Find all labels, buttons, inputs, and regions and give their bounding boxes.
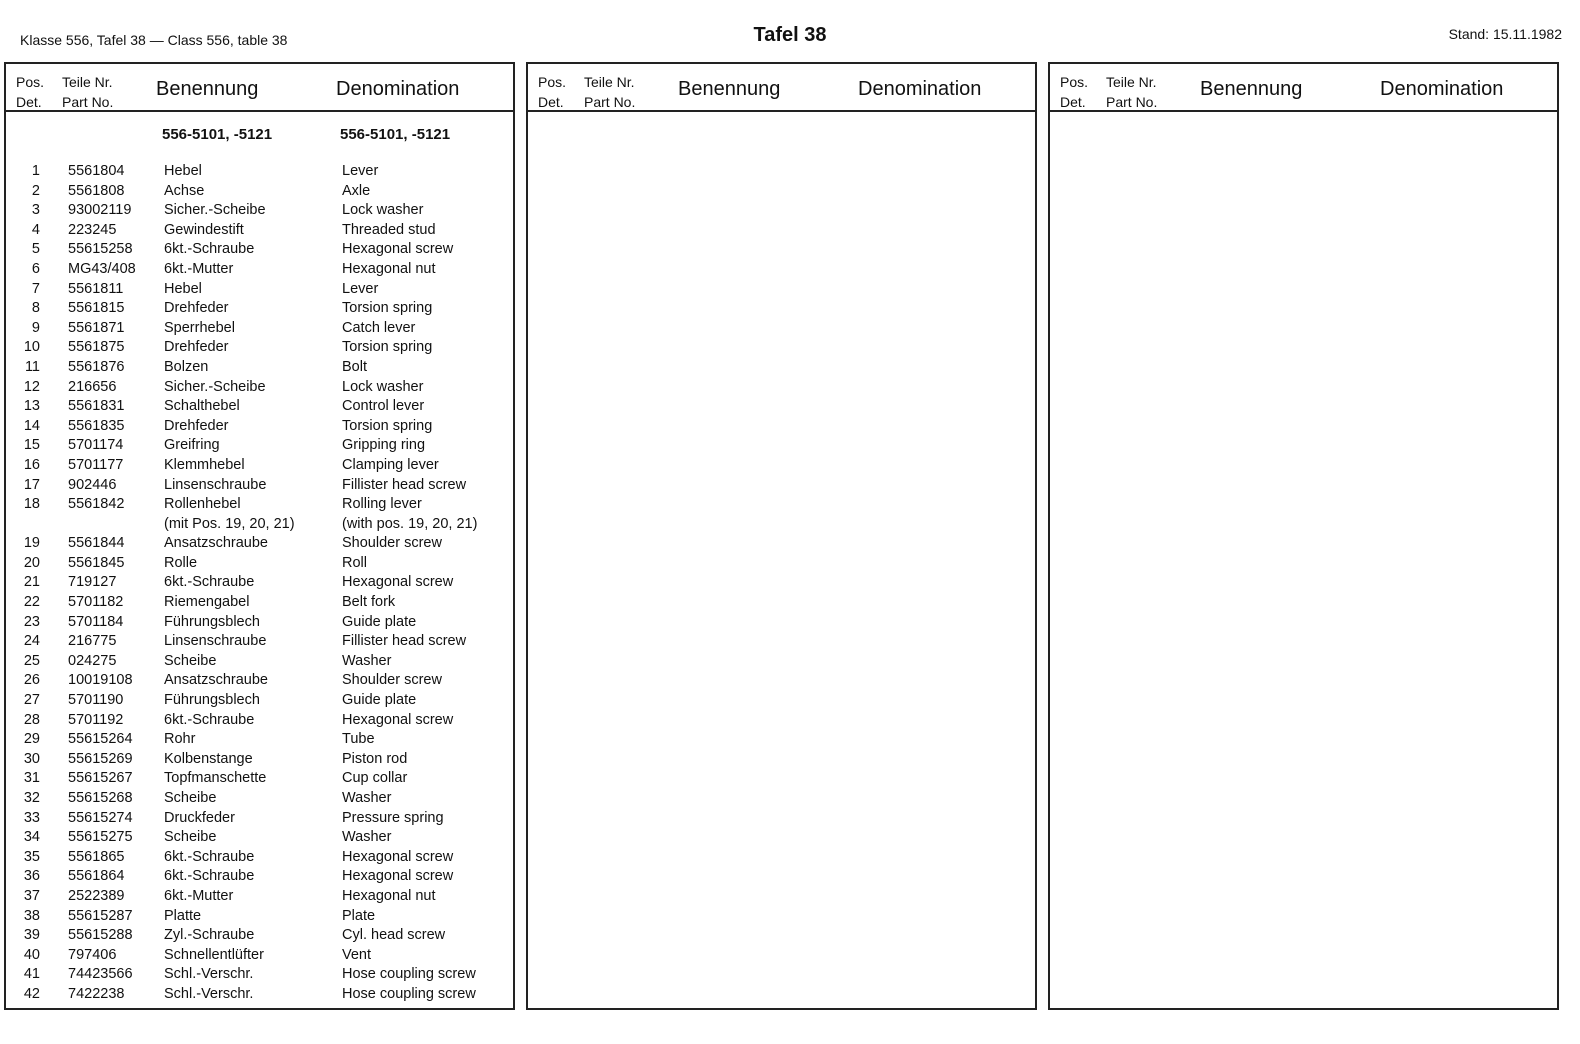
row-pos: 12 xyxy=(23,378,40,395)
row-denomination: Tube xyxy=(342,731,375,748)
row-benennung: (mit Pos. 19, 20, 21) xyxy=(164,515,295,532)
row-denomination: Fillister head screw xyxy=(342,633,467,650)
table-row xyxy=(6,436,513,456)
row-benennung: 6kt.-Schraube xyxy=(164,848,255,865)
row-pos: 39 xyxy=(23,927,40,944)
row-part-no: 74423566 xyxy=(68,966,133,983)
row-part-no: 5561875 xyxy=(68,339,125,356)
row-part-no: 797406 xyxy=(68,946,117,963)
row-part-no: 5701177 xyxy=(68,456,124,473)
row-benennung: Greifring xyxy=(164,437,220,454)
header-denomination: Denomination xyxy=(336,78,460,100)
row-part-no: 55615268 xyxy=(68,790,133,806)
row-benennung: Drehfeder xyxy=(164,417,229,434)
row-pos: 41 xyxy=(23,966,40,983)
row-benennung: Schalthebel xyxy=(164,398,240,415)
row-denomination: Torsion spring xyxy=(342,339,433,356)
row-benennung: 6kt.-Schraube xyxy=(164,241,255,258)
header-part-no: Teile Nr. Part No. xyxy=(1106,74,1158,110)
row-denomination: Torsion spring xyxy=(342,417,433,434)
row-denomination: Rolling lever xyxy=(342,496,422,513)
table-row xyxy=(6,750,513,770)
row-pos: 7 xyxy=(31,280,40,297)
row-benennung: Linsenschraube xyxy=(164,633,267,650)
row-denomination: Hose coupling screw xyxy=(342,966,476,983)
table-row xyxy=(6,162,513,182)
row-pos: 21 xyxy=(23,574,40,591)
row-denomination: Lever xyxy=(342,163,379,179)
row-part-no: 2522389 xyxy=(68,887,125,904)
table-row xyxy=(6,887,513,907)
row-pos: 25 xyxy=(23,652,40,669)
parts-list xyxy=(6,162,513,1005)
row-denomination: Hexagonal nut xyxy=(342,260,436,277)
row-denomination: Shoulder screw xyxy=(342,672,442,689)
table-row xyxy=(6,671,513,691)
table-header xyxy=(528,64,1035,112)
row-benennung: Führungsblech xyxy=(164,613,260,630)
row-pos: 38 xyxy=(23,907,40,924)
header-benennung: Benennung xyxy=(156,78,259,100)
row-pos: 40 xyxy=(23,946,40,963)
parts-table-panel-2 xyxy=(526,62,1037,1010)
row-denomination: Lever xyxy=(342,280,379,297)
row-pos: 37 xyxy=(23,887,40,904)
table-row xyxy=(6,456,513,476)
table-row xyxy=(6,652,513,672)
row-pos: 27 xyxy=(23,692,40,709)
row-pos: 17 xyxy=(23,476,40,493)
header-pos: Pos. Det. xyxy=(538,74,567,110)
row-part-no: 5561876 xyxy=(68,358,125,375)
table-row xyxy=(6,260,513,280)
row-denomination: Hexagonal screw xyxy=(342,868,454,885)
row-pos: 22 xyxy=(23,594,40,611)
row-pos: 11 xyxy=(24,358,40,375)
row-benennung: 6kt.-Schraube xyxy=(164,711,255,728)
row-denomination: Washer xyxy=(342,790,392,806)
row-part-no: 5561864 xyxy=(68,868,125,885)
row-denomination: Guide plate xyxy=(342,613,417,630)
row-benennung: Hebel xyxy=(164,280,202,297)
table-row xyxy=(6,711,513,731)
table-row xyxy=(6,769,513,789)
row-benennung: Bolzen xyxy=(164,358,209,375)
document-class-label: Klasse 556, Tafel 38 — Class 556, table 38 xyxy=(20,32,288,48)
row-benennung: Sperrhebel xyxy=(164,319,235,336)
row-part-no: 5561815 xyxy=(68,300,125,317)
table-row xyxy=(6,867,513,887)
row-pos: 36 xyxy=(23,868,40,885)
row-part-no: 55615264 xyxy=(68,731,133,748)
row-denomination: Lock washer xyxy=(342,202,424,219)
header-benennung: Benennung xyxy=(1200,78,1303,100)
row-part-no: 5701184 xyxy=(68,613,124,630)
header-pos: Pos. Det. xyxy=(1060,74,1089,110)
table-row xyxy=(6,515,513,535)
table-row xyxy=(6,828,513,848)
row-benennung: Schl.-Verschr. xyxy=(164,985,254,1002)
header-benennung: Benennung xyxy=(678,78,781,100)
row-benennung: Drehfeder xyxy=(164,300,229,317)
row-denomination: Plate xyxy=(342,907,376,924)
row-part-no: 55615269 xyxy=(68,750,133,767)
row-pos: 13 xyxy=(23,398,40,415)
row-part-no: MG43/408 xyxy=(68,260,136,277)
row-denomination: Hexagonal screw xyxy=(342,848,454,865)
row-pos: 33 xyxy=(23,809,40,826)
row-denomination: Control lever xyxy=(342,398,425,415)
revision-date: Stand: 15.11.1982 xyxy=(1448,26,1562,42)
row-part-no: 5561844 xyxy=(68,535,125,552)
row-pos: 42 xyxy=(23,985,40,1002)
row-benennung: Druckfeder xyxy=(164,809,235,826)
row-benennung: Rohr xyxy=(164,731,196,748)
row-part-no: 93002119 xyxy=(68,202,132,219)
table-row xyxy=(6,417,513,437)
row-pos: 24 xyxy=(23,633,40,650)
header-part-no: Teile Nr. Part No. xyxy=(62,74,114,110)
table-row xyxy=(6,789,513,809)
row-benennung: Ansatzschraube xyxy=(164,672,268,689)
header-pos: Pos. Det. xyxy=(16,74,45,110)
row-pos: 6 xyxy=(31,260,40,277)
row-benennung: Linsenschraube xyxy=(164,476,267,493)
row-benennung: Führungsblech xyxy=(164,692,260,709)
row-benennung: Hebel xyxy=(164,163,202,179)
table-row xyxy=(6,573,513,593)
row-denomination: Hose coupling screw xyxy=(342,985,476,1002)
table-row xyxy=(6,613,513,633)
row-benennung: Rollenhebel xyxy=(164,496,241,513)
row-benennung: Sicher.-Scheibe xyxy=(164,202,266,219)
row-denomination: Belt fork xyxy=(342,594,396,611)
row-benennung: Riemengabel xyxy=(164,594,250,611)
row-benennung: Schl.-Verschr. xyxy=(164,966,254,983)
table-row xyxy=(6,182,513,202)
row-denomination: Hexagonal nut xyxy=(342,887,436,904)
row-benennung: 6kt.-Schraube xyxy=(164,868,255,885)
row-benennung: Scheibe xyxy=(164,829,217,846)
row-denomination: Cup collar xyxy=(342,770,408,787)
row-denomination: Hexagonal screw xyxy=(342,574,454,591)
table-row xyxy=(6,299,513,319)
row-benennung: Ansatzschraube xyxy=(164,535,268,552)
row-denomination: Cyl. head screw xyxy=(342,927,446,944)
row-part-no: 5561845 xyxy=(68,554,125,571)
row-part-no: 55615274 xyxy=(68,809,133,826)
table-row xyxy=(6,201,513,221)
row-pos: 28 xyxy=(23,711,40,728)
row-benennung: 6kt.-Mutter xyxy=(164,887,234,904)
row-part-no: 5561842 xyxy=(68,496,125,513)
row-benennung: Rolle xyxy=(164,554,198,571)
row-part-no: 5561808 xyxy=(68,182,125,199)
row-pos: 10 xyxy=(23,339,40,356)
row-part-no: 5701174 xyxy=(68,437,124,454)
table-row xyxy=(6,280,513,300)
row-denomination: Hexagonal screw xyxy=(342,711,454,728)
row-denomination: Hexagonal screw xyxy=(342,241,454,258)
row-denomination: Pressure spring xyxy=(342,809,444,826)
row-denomination: Shoulder screw xyxy=(342,535,442,552)
row-part-no: 5701190 xyxy=(68,692,124,709)
row-pos: 3 xyxy=(31,202,40,219)
table-row xyxy=(6,848,513,868)
table-row xyxy=(6,476,513,496)
row-denomination: Washer xyxy=(342,829,392,846)
row-part-no: 024275 xyxy=(68,652,117,669)
row-benennung: Klemmhebel xyxy=(164,456,245,473)
row-benennung: Scheibe xyxy=(164,652,217,669)
table-row xyxy=(6,985,513,1005)
row-pos: 18 xyxy=(23,496,40,513)
row-pos: 8 xyxy=(31,300,40,317)
row-denomination: Roll xyxy=(342,554,367,571)
row-pos: 32 xyxy=(23,790,40,806)
row-denomination: Clamping lever xyxy=(342,456,439,473)
table-row xyxy=(6,946,513,966)
parts-table-panel-3 xyxy=(1048,62,1559,1010)
table-row xyxy=(6,907,513,927)
parts-table-panel-1 xyxy=(4,62,515,1010)
row-pos: 16 xyxy=(23,456,40,473)
row-benennung: Scheibe xyxy=(164,790,217,806)
table-row xyxy=(6,397,513,417)
row-pos: 4 xyxy=(31,221,40,238)
row-benennung: Kolbenstange xyxy=(164,750,253,767)
row-denomination: Guide plate xyxy=(342,692,417,709)
row-pos: 35 xyxy=(23,848,40,865)
row-denomination: Washer xyxy=(342,652,392,669)
row-part-no: 5561865 xyxy=(68,848,125,865)
row-pos: 23 xyxy=(23,613,40,630)
table-row xyxy=(6,221,513,241)
row-denomination: Gripping ring xyxy=(342,437,426,454)
table-row xyxy=(6,554,513,574)
row-pos: 29 xyxy=(23,731,40,748)
table-row xyxy=(6,809,513,829)
row-part-no: 5561831 xyxy=(68,398,125,415)
row-pos: 19 xyxy=(23,535,40,552)
row-pos: 14 xyxy=(23,417,40,434)
row-benennung: Gewindestift xyxy=(164,221,244,238)
table-row xyxy=(6,730,513,750)
row-part-no: 5701182 xyxy=(68,594,124,611)
table-row xyxy=(6,926,513,946)
table-row xyxy=(6,495,513,515)
row-part-no: 5561871 xyxy=(68,319,125,336)
row-part-no: 5561811 xyxy=(68,280,124,297)
row-benennung: Platte xyxy=(164,907,202,924)
row-part-no: 216775 xyxy=(68,633,117,650)
model-number-en: 556-5101, -5121 xyxy=(340,126,451,143)
row-denomination: Bolt xyxy=(342,358,367,375)
row-benennung: Drehfeder xyxy=(164,339,229,356)
row-denomination: Piston rod xyxy=(342,750,408,767)
table-row xyxy=(6,358,513,378)
row-benennung: 6kt.-Mutter xyxy=(164,260,234,277)
table-row xyxy=(6,240,513,260)
row-pos: 20 xyxy=(23,554,40,571)
header-denomination: Denomination xyxy=(1380,78,1504,100)
row-part-no: 10019108 xyxy=(68,672,133,689)
row-pos: 34 xyxy=(23,829,40,846)
row-part-no: 55615267 xyxy=(68,770,133,787)
table-row xyxy=(6,691,513,711)
row-pos: 9 xyxy=(31,319,40,336)
row-benennung: Sicher.-Scheibe xyxy=(164,378,266,395)
row-denomination: Threaded stud xyxy=(342,221,436,238)
row-part-no: 5561804 xyxy=(68,163,125,179)
row-part-no: 216656 xyxy=(68,378,117,395)
row-pos: 31 xyxy=(23,770,40,787)
row-pos: 15 xyxy=(23,437,40,454)
row-part-no: 55615275 xyxy=(68,829,133,846)
row-denomination: (with pos. 19, 20, 21) xyxy=(342,515,478,532)
page-title: Tafel 38 xyxy=(753,24,827,46)
row-benennung: 6kt.-Schraube xyxy=(164,574,255,591)
row-denomination: Torsion spring xyxy=(342,300,433,317)
row-pos: 2 xyxy=(31,182,40,199)
header-denomination: Denomination xyxy=(858,78,982,100)
row-pos: 30 xyxy=(23,750,40,767)
table-row xyxy=(6,338,513,358)
row-benennung: Achse xyxy=(164,182,205,199)
row-part-no: 55615287 xyxy=(68,907,133,924)
row-part-no: 55615258 xyxy=(68,241,133,258)
header-part-no: Teile Nr. Part No. xyxy=(584,74,636,110)
table-row xyxy=(6,534,513,554)
row-benennung: Schnellentlüfter xyxy=(164,946,264,963)
row-denomination: Fillister head screw xyxy=(342,476,467,493)
row-part-no: 5561835 xyxy=(68,417,125,434)
table-header xyxy=(1050,64,1557,112)
row-part-no: 7422238 xyxy=(68,985,125,1002)
row-benennung: Zyl.-Schraube xyxy=(164,927,255,944)
row-denomination: Vent xyxy=(342,946,372,963)
table-row xyxy=(6,319,513,339)
row-part-no: 55615288 xyxy=(68,927,133,944)
table-row xyxy=(6,378,513,398)
row-denomination: Catch lever xyxy=(342,319,416,336)
row-denomination: Lock washer xyxy=(342,378,424,395)
table-row xyxy=(6,593,513,613)
table-row xyxy=(6,965,513,985)
row-part-no: 223245 xyxy=(68,221,117,238)
model-number-de: 556-5101, -5121 xyxy=(162,126,273,143)
table-row xyxy=(6,632,513,652)
row-pos: 1 xyxy=(31,163,40,179)
row-pos: 26 xyxy=(23,672,40,689)
row-part-no: 5701192 xyxy=(68,711,124,728)
row-denomination: Axle xyxy=(342,182,371,199)
row-part-no: 719127 xyxy=(68,574,117,591)
row-benennung: Topfmanschette xyxy=(164,770,267,787)
table-header xyxy=(6,64,513,112)
row-part-no: 902446 xyxy=(68,476,117,493)
row-pos: 5 xyxy=(31,241,40,258)
